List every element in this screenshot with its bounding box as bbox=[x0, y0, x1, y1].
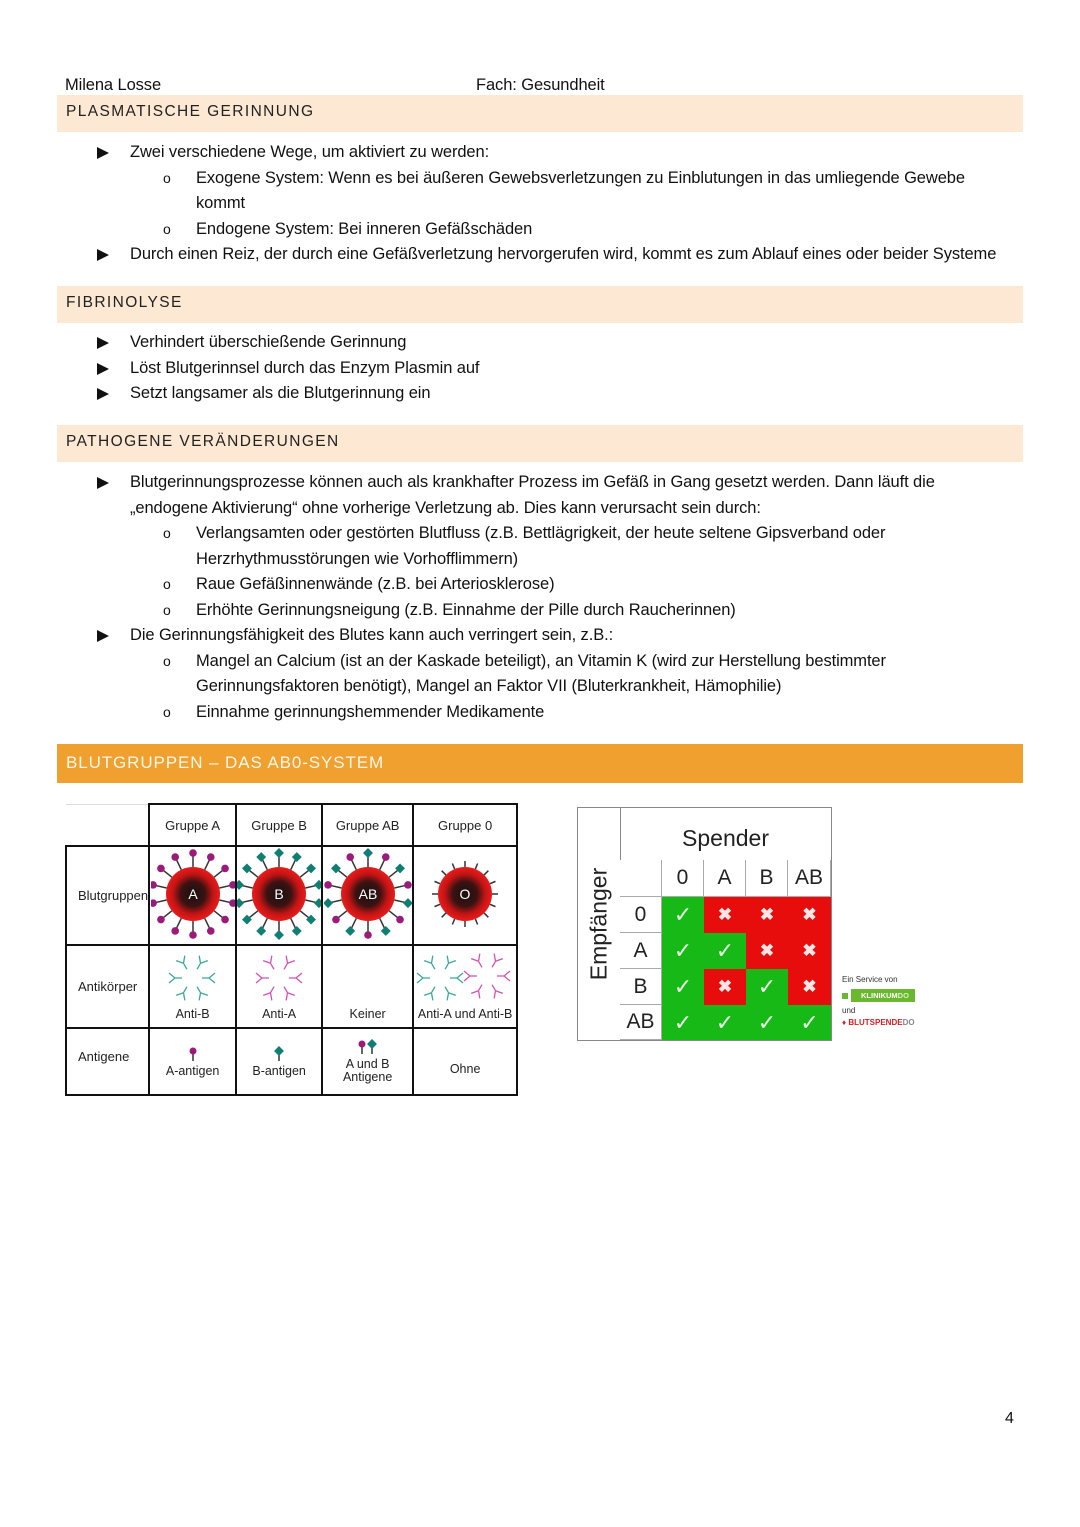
arrow-bullet-icon bbox=[97, 356, 109, 384]
antigen-stalk bbox=[331, 900, 342, 902]
recipient-group-header: A bbox=[620, 933, 662, 969]
antigen-ab-icon bbox=[356, 1039, 380, 1055]
list-item bbox=[0, 521, 1015, 572]
incompatible-cross-icon: ✖ bbox=[788, 969, 831, 1005]
antigen-a-marker bbox=[207, 853, 215, 861]
list-item-text: Durch einen Reiz, der durch eine Gefäßverletzung hervorgerufen wird, kommt es zum Ablauf eines oder beider Systeme bbox=[130, 245, 997, 263]
antibody-y bbox=[417, 973, 430, 983]
antigen-stalk bbox=[156, 886, 167, 888]
antibody-icon bbox=[237, 950, 321, 1010]
antigen-stalk bbox=[351, 918, 356, 928]
antigen-a-marker bbox=[221, 916, 229, 924]
antigen-a-marker bbox=[171, 853, 179, 861]
blutspende-name: BLUTSPENDE bbox=[848, 1018, 903, 1027]
antibody-y bbox=[424, 956, 439, 972]
antigen-b-marker bbox=[292, 926, 302, 936]
section-title: PATHOGENE VERÄNDERUNGEN bbox=[66, 433, 340, 450]
antigen-a-marker bbox=[221, 865, 229, 873]
antigen-stalk bbox=[249, 870, 258, 877]
antigen-a-icon bbox=[187, 1046, 199, 1062]
antigen-b-marker bbox=[237, 880, 244, 890]
klinikum-square-icon bbox=[842, 993, 848, 999]
list-item bbox=[0, 572, 1015, 598]
incompatible-cross-icon: ✖ bbox=[746, 933, 788, 969]
antibody-y bbox=[441, 984, 456, 1000]
circle-bullet-icon: o bbox=[163, 703, 171, 720]
column-header: Gruppe AB bbox=[322, 804, 413, 846]
antigen-stalk bbox=[300, 911, 309, 918]
blood-cell-a bbox=[149, 846, 236, 945]
antibody-y bbox=[176, 984, 191, 1000]
antigen-stalk bbox=[176, 860, 181, 870]
service-logo bbox=[842, 975, 915, 1032]
antibody-y bbox=[256, 973, 269, 983]
circle-bullet-icon: o bbox=[163, 576, 171, 592]
arrow-bullet-icon bbox=[97, 623, 109, 651]
list-item-text: Einnahme gerinnungshemmender Medikamente bbox=[196, 702, 545, 721]
column-header: Gruppe A bbox=[149, 804, 236, 846]
antigen-a-marker bbox=[157, 916, 165, 924]
antibody-y bbox=[193, 984, 208, 1000]
list-item-text: Verlangsamten oder gestörten Blutfluss (z.B. Bettlägrigkeit, der heute seltene Gipsverband oder Herzrhythmusstörungen wie Vorhofflimmern) bbox=[196, 524, 886, 568]
list-item bbox=[0, 356, 1015, 382]
antigen-stalk bbox=[338, 911, 347, 918]
list-item-text: Löst Blutgerinnsel durch das Enzym Plasmin auf bbox=[130, 358, 480, 377]
antigen-b-marker bbox=[274, 930, 284, 940]
antigen-stalk bbox=[490, 904, 496, 906]
section-header-plasmatic bbox=[57, 95, 1023, 132]
blood-group-table bbox=[65, 803, 518, 1096]
compatible-check-icon: ✓ bbox=[662, 1005, 704, 1040]
blood-cell-b bbox=[236, 846, 322, 945]
antigen-a-marker bbox=[396, 916, 404, 924]
antigen-label: B-antigen bbox=[252, 1063, 306, 1078]
antigen-stalk bbox=[338, 870, 347, 877]
antigen-stalk bbox=[291, 860, 296, 870]
circle-bullet-icon: o bbox=[163, 525, 171, 541]
antigen-b-marker bbox=[345, 926, 355, 936]
blood-drop-icon: ♦ bbox=[842, 1018, 847, 1027]
donor-group-header: A bbox=[704, 860, 746, 897]
compatible-check-icon: ✓ bbox=[662, 969, 704, 1005]
antigen-stalk bbox=[242, 886, 253, 888]
antigen-stalk bbox=[163, 911, 172, 918]
recipient-group-header: AB bbox=[620, 1005, 662, 1040]
antibody-y bbox=[193, 956, 208, 972]
antigen-stalk bbox=[263, 860, 268, 870]
antigen-stalk bbox=[484, 871, 488, 875]
list-item-text: Erhöhte Gerinnungsneigung (z.B. Einnahme der Pille durch Raucherinnen) bbox=[196, 600, 736, 619]
antigen-stalk bbox=[176, 918, 181, 928]
compatible-check-icon: ✓ bbox=[746, 969, 788, 1005]
blutspende-suffix: DO bbox=[902, 1018, 915, 1027]
antigen-stalk bbox=[156, 900, 167, 902]
antigen-a-marker bbox=[171, 927, 179, 935]
list-item bbox=[0, 242, 1015, 268]
compatible-check-icon: ✓ bbox=[662, 897, 704, 933]
row-label: Blutgruppen bbox=[66, 846, 149, 945]
antibody-y bbox=[471, 954, 486, 970]
recipient-label: Empfänger bbox=[585, 867, 612, 981]
arrow-bullet-icon bbox=[97, 330, 109, 358]
antibody-y bbox=[488, 982, 503, 998]
antigen-a-marker bbox=[324, 881, 332, 889]
list-item bbox=[0, 470, 1015, 521]
recipient-group-header: 0 bbox=[620, 897, 662, 933]
subject-label: Fach: Gesundheit bbox=[476, 76, 605, 94]
antibody-cell bbox=[149, 945, 236, 1028]
cell-letter: AB bbox=[358, 886, 377, 902]
antigen-stalk bbox=[204, 860, 209, 870]
antigen-stalk bbox=[242, 900, 253, 902]
antigen-stalk bbox=[351, 860, 356, 870]
list-item-text: Verhindert überschießende Gerinnung bbox=[130, 333, 407, 351]
antigen-b-marker bbox=[324, 898, 333, 908]
antigen-b-marker bbox=[314, 880, 321, 890]
antibody-icon bbox=[150, 950, 234, 1010]
antigen-a-marker bbox=[189, 849, 197, 857]
list-item bbox=[0, 598, 1015, 624]
list-item-text: Zwei verschiedene Wege, um aktiviert zu werden: bbox=[130, 143, 490, 161]
antigen-stalk bbox=[163, 870, 172, 877]
grid-corner bbox=[620, 860, 662, 897]
antibody-label: Keiner bbox=[349, 1007, 386, 1021]
antibody-cell bbox=[413, 945, 517, 1028]
compatible-check-icon: ✓ bbox=[704, 1005, 746, 1040]
list-item bbox=[0, 700, 1015, 726]
section-header-bloodgroups bbox=[57, 744, 1023, 783]
antigen-cell bbox=[236, 1028, 322, 1095]
antigen-a-marker bbox=[229, 899, 235, 907]
antigen-a-marker bbox=[332, 916, 340, 924]
plasmatic-list bbox=[0, 140, 1015, 268]
antigen-b-marker bbox=[314, 898, 321, 908]
antigen-stalk bbox=[305, 900, 316, 902]
antigen-stalk bbox=[379, 918, 384, 928]
antigen-stalk bbox=[394, 886, 405, 888]
arrow-bullet-icon bbox=[97, 381, 109, 409]
antibody-y bbox=[289, 973, 302, 983]
antigen-b-marker bbox=[237, 898, 244, 908]
table-corner bbox=[66, 804, 149, 846]
list-item-text: Raue Gefäßinnenwände (z.B. bei Arteriosklerose) bbox=[196, 575, 555, 593]
compatible-check-icon: ✓ bbox=[662, 933, 704, 969]
antigen-a-marker bbox=[382, 853, 390, 861]
arrow-bullet-icon bbox=[97, 470, 109, 498]
antigen-stalk bbox=[394, 900, 405, 902]
compatible-check-icon: ✓ bbox=[788, 1005, 831, 1040]
row-label: Antigene bbox=[66, 1028, 149, 1095]
circle-bullet-icon: o bbox=[163, 652, 171, 669]
antigen-stalk bbox=[214, 870, 223, 877]
red-blood-cell-icon bbox=[151, 847, 235, 941]
antibody-y bbox=[464, 971, 477, 981]
list-item-text: Exogene System: Wenn es bei äußeren Gewebsverletzungen zu Einblutungen in das umliegende Gewebe kommt bbox=[196, 168, 965, 212]
antigen-stalk bbox=[389, 870, 398, 877]
list-item bbox=[0, 330, 1015, 356]
donor-label: Spender bbox=[620, 808, 831, 861]
antigen-a-marker bbox=[346, 853, 354, 861]
klinikum-name: KLINIKUM bbox=[861, 991, 898, 1000]
antigen-b-icon bbox=[273, 1046, 285, 1062]
blood-cell-o bbox=[413, 846, 517, 945]
donor-group-header: 0 bbox=[662, 860, 704, 897]
antigen-cell bbox=[322, 1028, 413, 1095]
author-name: Milena Losse bbox=[65, 76, 162, 94]
list-item-text: Mangel an Calcium (ist an der Kaskade beteiligt), an Vitamin K (wird zur Herstellung bestimmter Gerinnungsfaktoren benötigt), Mangel an Faktor VII (Bluterkrankheit, Hämophilie) bbox=[196, 651, 886, 695]
fibrinolysis-list bbox=[0, 330, 1015, 407]
antigen-stalk bbox=[389, 911, 398, 918]
compatibility-matrix bbox=[577, 807, 832, 1041]
antigen-cell bbox=[413, 1028, 517, 1095]
list-item bbox=[0, 140, 1015, 166]
incompatible-cross-icon: ✖ bbox=[788, 897, 831, 933]
list-item bbox=[0, 381, 1015, 407]
list-item bbox=[0, 649, 1015, 700]
service-and: und bbox=[842, 1006, 856, 1015]
antigen-b-marker bbox=[363, 848, 373, 858]
antigen-label: A und B Antigene bbox=[342, 1057, 393, 1084]
arrow-bullet-icon bbox=[97, 140, 109, 168]
antibody-label: Anti-A und Anti-B bbox=[417, 1007, 513, 1021]
antibody-label: Anti-A bbox=[262, 1007, 297, 1021]
antigen-stalk bbox=[442, 871, 446, 875]
antigen-stalk bbox=[291, 918, 296, 928]
antigen-a-marker bbox=[157, 865, 165, 873]
antigen-stalk bbox=[214, 911, 223, 918]
antigen-stalk bbox=[484, 913, 488, 917]
antigen-stalk bbox=[435, 904, 441, 906]
antibody-y bbox=[488, 954, 503, 970]
antigen-stalk bbox=[219, 900, 230, 902]
antibody-cell bbox=[236, 945, 322, 1028]
antibody-y bbox=[263, 956, 278, 972]
list-item-text: Endogene System: Bei inneren Gefäßschäden bbox=[196, 219, 533, 238]
antigen-stalk bbox=[490, 881, 496, 883]
blood-cell-ab bbox=[322, 846, 413, 945]
antigen-b-marker bbox=[256, 926, 266, 936]
antigen-stalk bbox=[204, 918, 209, 928]
antigen-a-marker bbox=[207, 927, 215, 935]
antigen-label: Ohne bbox=[449, 1062, 481, 1076]
antibody-y bbox=[176, 956, 191, 972]
arrow-bullet-icon bbox=[97, 242, 109, 270]
service-intro: Ein Service von bbox=[842, 975, 898, 984]
red-blood-cell-icon bbox=[324, 847, 412, 941]
antigen-stalk bbox=[435, 881, 441, 883]
antigen-stalk bbox=[475, 864, 477, 870]
antigen-stalk bbox=[475, 919, 477, 925]
list-item bbox=[0, 217, 1015, 243]
logo-tagline bbox=[852, 1027, 915, 1032]
antigen-stalk bbox=[452, 919, 454, 925]
antigen-stalk bbox=[219, 886, 230, 888]
antigen-stalk bbox=[263, 918, 268, 928]
list-item-text: Die Gerinnungsfähigkeit des Blutes kann auch verringert sein, z.B.: bbox=[130, 626, 614, 644]
circle-bullet-icon: o bbox=[163, 601, 171, 618]
antibody-y bbox=[263, 984, 278, 1000]
column-header: Gruppe B bbox=[236, 804, 322, 846]
list-item-text: Setzt langsamer als die Blutgerinnung ein bbox=[130, 384, 431, 402]
antibody-y bbox=[441, 956, 456, 972]
donor-group-header: B bbox=[746, 860, 788, 897]
antigen-stalk bbox=[379, 860, 384, 870]
antibody-icon bbox=[414, 950, 514, 1010]
antigen-b-marker bbox=[292, 852, 302, 862]
compatibility-grid bbox=[620, 860, 831, 1040]
antibody-y bbox=[280, 984, 295, 1000]
red-blood-cell-icon bbox=[415, 847, 515, 941]
incompatible-cross-icon: ✖ bbox=[704, 969, 746, 1005]
cell-letter: A bbox=[187, 886, 198, 902]
antigen-cell bbox=[149, 1028, 236, 1095]
section-title: BLUTGRUPPEN – DAS AB0-SYSTEM bbox=[66, 753, 385, 772]
antigen-a-marker bbox=[364, 931, 372, 939]
antibody-y bbox=[169, 973, 182, 983]
antigen-stalk bbox=[331, 886, 342, 888]
antigen-b-marker bbox=[380, 926, 390, 936]
antibody-label: Anti-B bbox=[175, 1007, 210, 1021]
antigen-b-marker bbox=[403, 898, 412, 908]
antibody-y bbox=[280, 956, 295, 972]
incompatible-cross-icon: ✖ bbox=[704, 897, 746, 933]
red-blood-cell-icon bbox=[237, 847, 321, 941]
antigen-b-marker bbox=[256, 852, 266, 862]
incompatible-cross-icon: ✖ bbox=[788, 933, 831, 969]
section-title: FIBRINOLYSE bbox=[66, 294, 183, 311]
antigen-a-marker bbox=[189, 931, 197, 939]
antigen-a-marker bbox=[404, 881, 412, 889]
list-item-text: Blutgerinnungsprozesse können auch als krankhafter Prozess im Gefäß in Gang gesetzt werden. Dann läuft die „endogene Aktivierung“ ohne vorherige Verletzung ab. Dies kann verursacht sein durch: bbox=[130, 473, 935, 517]
section-title: PLASMATISCHE GERINNUNG bbox=[66, 103, 315, 120]
antigen-stalk bbox=[452, 864, 454, 870]
antibody-y bbox=[471, 982, 486, 998]
antigen-a-marker bbox=[151, 899, 157, 907]
list-item bbox=[0, 623, 1015, 649]
antibody-y bbox=[424, 984, 439, 1000]
page-number: 4 bbox=[1005, 1410, 1014, 1427]
list-item bbox=[0, 166, 1015, 217]
antibody-y bbox=[497, 971, 510, 981]
section-header-fibrinolysis bbox=[57, 286, 1023, 323]
antibody-cell bbox=[322, 945, 413, 1028]
antigen-stalk bbox=[305, 886, 316, 888]
blutspende-logo bbox=[842, 1018, 915, 1027]
cell-letter: B bbox=[274, 886, 284, 902]
incompatible-cross-icon: ✖ bbox=[746, 897, 788, 933]
antigen-b-marker bbox=[274, 848, 284, 858]
row-label: Antikörper bbox=[66, 945, 149, 1028]
pathogenic-list bbox=[0, 470, 1015, 725]
antibody-y bbox=[202, 973, 215, 983]
cell-letter: O bbox=[459, 886, 471, 902]
circle-bullet-icon: o bbox=[163, 169, 171, 186]
klinikum-suffix: DO bbox=[897, 991, 909, 1000]
antigen-a-marker bbox=[151, 881, 157, 889]
section-header-pathogenic bbox=[57, 425, 1023, 462]
antigen-a-marker bbox=[229, 881, 235, 889]
column-header: Gruppe 0 bbox=[413, 804, 517, 846]
klinikum-logo bbox=[842, 989, 915, 1002]
circle-bullet-icon: o bbox=[163, 220, 171, 237]
recipient-axis bbox=[578, 808, 621, 1040]
antigen-stalk bbox=[249, 911, 258, 918]
compatible-check-icon: ✓ bbox=[704, 933, 746, 969]
donor-group-header: AB bbox=[788, 860, 831, 897]
antigen-label: A-antigen bbox=[165, 1063, 220, 1078]
antigen-stalk bbox=[300, 870, 309, 877]
recipient-group-header: B bbox=[620, 969, 662, 1005]
antibody-y bbox=[450, 973, 463, 983]
compatible-check-icon: ✓ bbox=[746, 1005, 788, 1040]
antigen-stalk bbox=[442, 913, 446, 917]
